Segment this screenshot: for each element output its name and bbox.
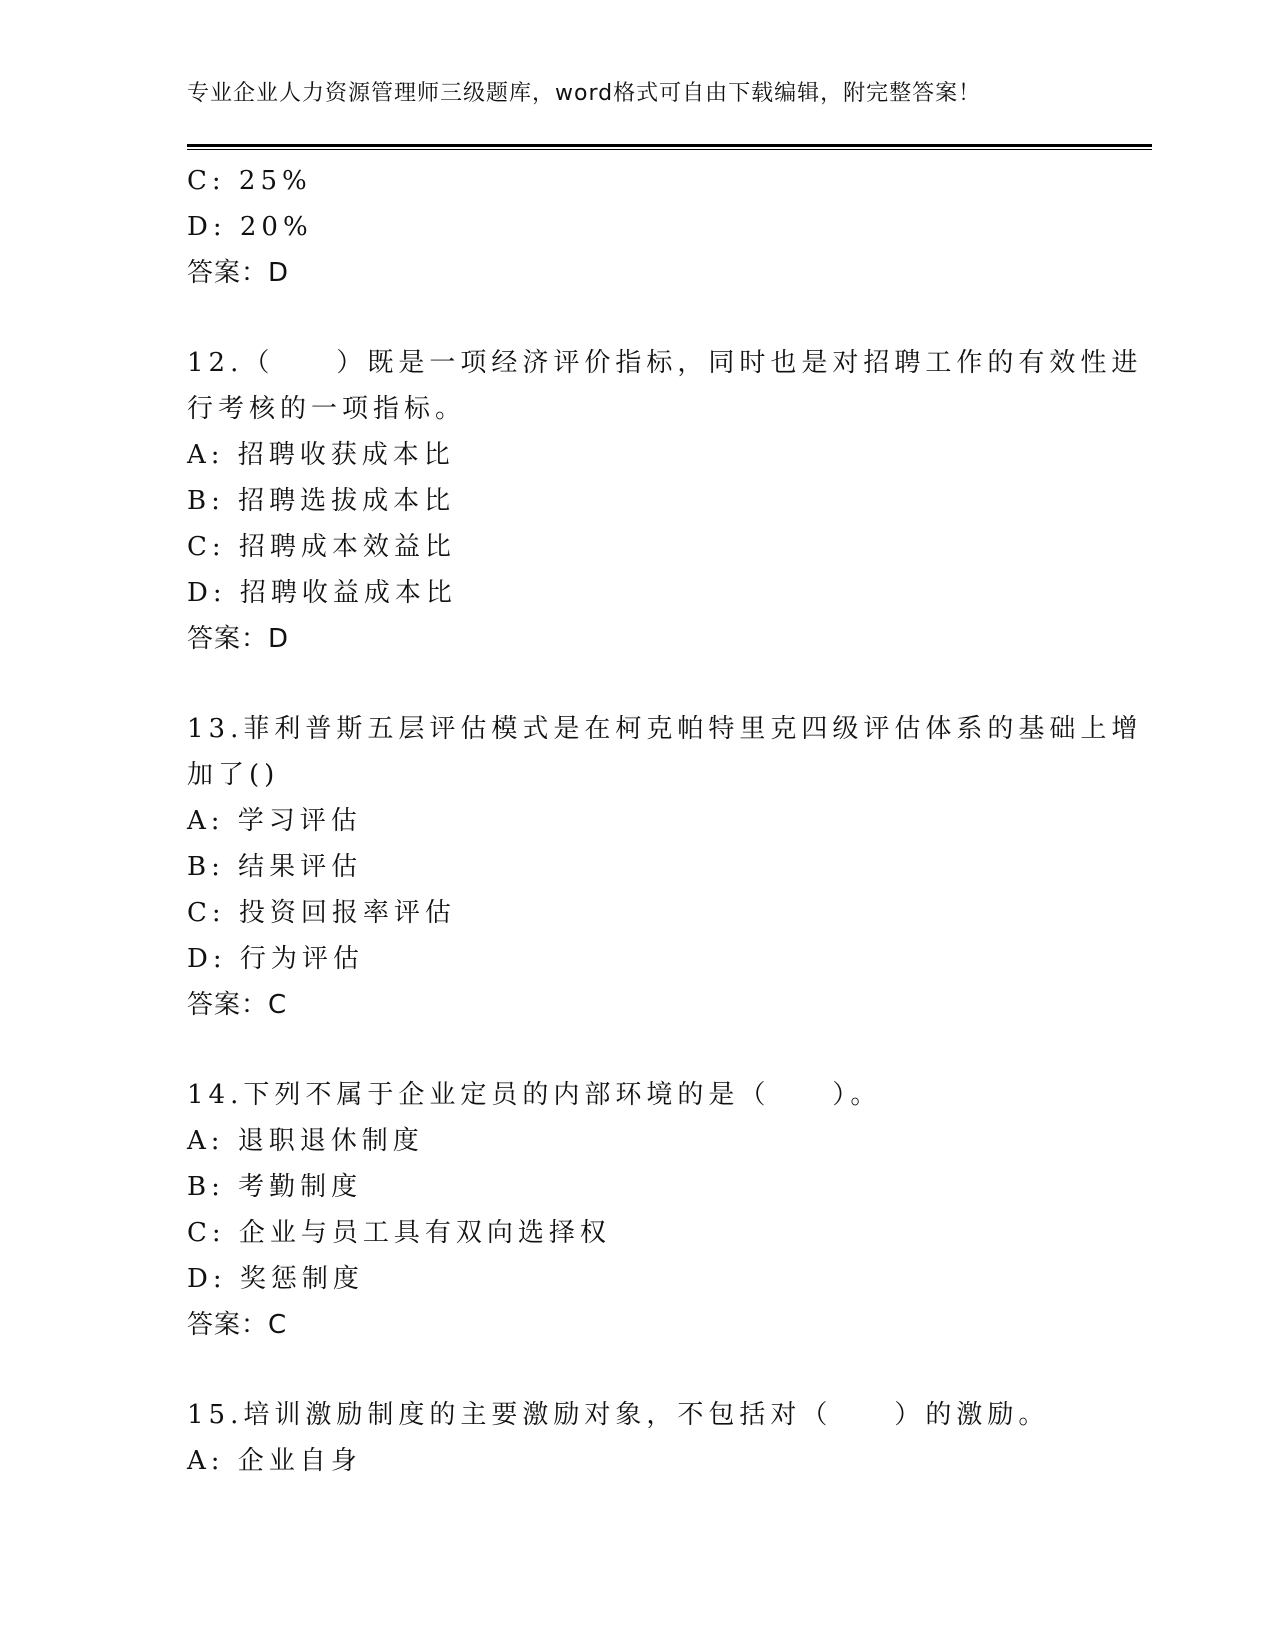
question-15	[187, 1392, 1087, 1484]
header-rule-thin	[187, 149, 1152, 150]
question-stem: 14.下列不属于企业定员的内部环境的是（ ）。	[187, 1080, 882, 1110]
option-c: C: 招聘成本效益比	[187, 532, 456, 562]
question-stem: 行考核的一项指标。	[187, 394, 467, 424]
option-a: A: 退职退休制度	[187, 1126, 424, 1156]
answer-line: 答案：D	[187, 258, 290, 288]
option-d: D: 招聘收益成本比	[187, 578, 457, 608]
answer-line: 答案：D	[187, 624, 290, 654]
question-stem: 12.（ ）既是一项经济评价指标，同时也是对招聘工作的有效性进	[187, 348, 1143, 378]
page-header: 专业企业人力资源管理师三级题库，word格式可自由下载编辑，附完整答案！	[187, 81, 982, 106]
question-stem: 15.培训激励制度的主要激励对象，不包括对（ ）的激励。	[187, 1400, 1050, 1430]
option-a: A: 学习评估	[187, 806, 362, 836]
answer-line: 答案：C	[187, 990, 288, 1020]
question-12	[187, 340, 1143, 662]
header-rule-thick	[187, 144, 1152, 147]
question-14	[187, 1072, 1087, 1348]
option-c: C: 投资回报率评估	[187, 898, 456, 928]
option-d: D: 行为评估	[187, 944, 364, 974]
answer-line: 答案：C	[187, 1310, 288, 1340]
option-d: D: 奖惩制度	[187, 1264, 364, 1294]
option-b: B: 招聘选拔成本比	[187, 486, 456, 516]
option-c: C: 企业与员工具有双向选择权	[187, 1218, 611, 1248]
question-stem: 加了()	[187, 760, 280, 790]
option-d: D: 20%	[187, 212, 313, 242]
option-c: C: 25%	[187, 166, 312, 196]
option-b: B: 结果评估	[187, 852, 363, 882]
option-a: A: 企业自身	[187, 1446, 362, 1476]
question-content	[187, 158, 1143, 1484]
option-a: A: 招聘收获成本比	[187, 440, 455, 470]
question-13	[187, 706, 1143, 1028]
question-stem: 13.菲利普斯五层评估模式是在柯克帕特里克四级评估体系的基础上增	[187, 714, 1143, 744]
option-b: B: 考勤制度	[187, 1172, 363, 1202]
